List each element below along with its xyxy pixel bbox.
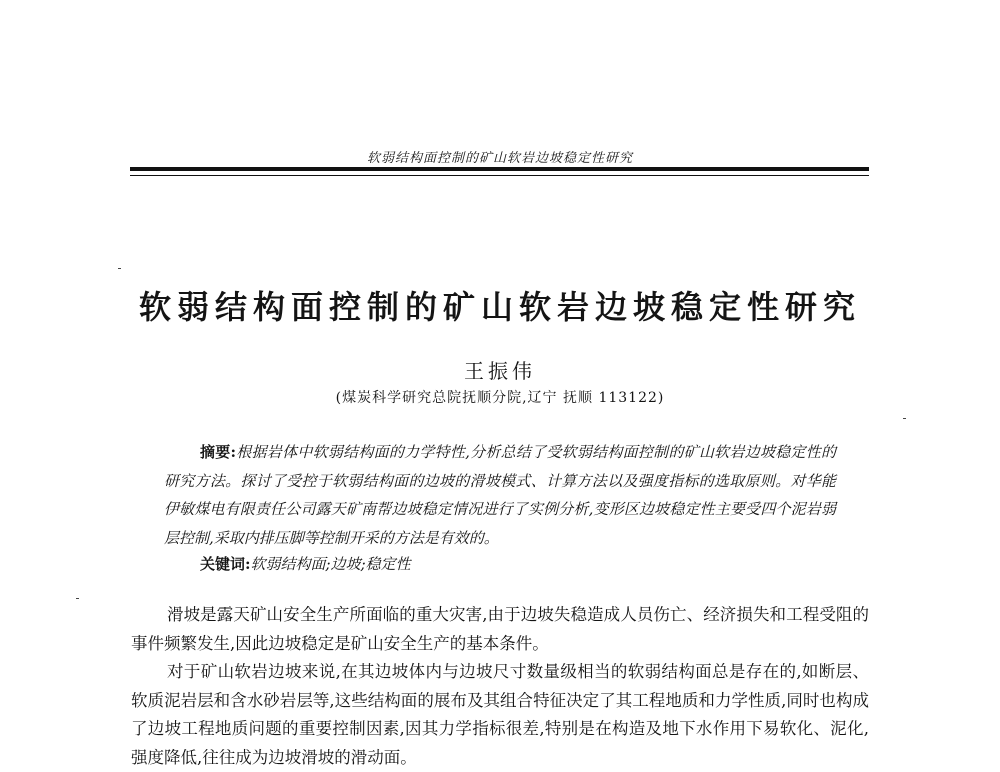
- header-rule-thin: [130, 175, 869, 176]
- keywords-text: 软弱结构面;边坡;稳定性: [250, 555, 411, 573]
- author-name: 王振伟: [464, 359, 536, 383]
- abstract-label: 摘要:: [200, 443, 237, 461]
- scan-speck: [903, 418, 906, 419]
- body-paragraph: 对于矿山软岩边坡来说,在其边坡体内与边坡尺寸数量级相当的软弱结构面总是存在的,如断层、软质泥岩层和含水砂岩层等,这些结构面的展布及其组合特征决定了其工程地质和力学性质,同时也构成了边坡工程地质问题的重要控制因素,因其力学指标很差,特别是在构造及地下水作用下易软化、泥化,强度降低,往往成为边坡滑坡的滑动面。: [131, 662, 869, 767]
- abstract-paragraph: [164, 438, 836, 552]
- keywords-label: 关键词:: [200, 555, 251, 573]
- author-affiliation: (煤炭科学研究总院抚顺分院,辽宁 抚顺 113122): [335, 390, 665, 406]
- abstract: [164, 438, 836, 552]
- scan-speck: [118, 268, 121, 269]
- keywords: [164, 553, 872, 574]
- running-header: 软弱结构面控制的矿山软岩边坡稳定性研究: [366, 151, 633, 166]
- body-paragraph: 滑坡是露天矿山安全生产所面临的重大灾害,由于边坡失稳造成人员伤亡、经济损失和工程受阻的事件频繁发生,因此边坡稳定是矿山安全生产的基本条件。: [131, 605, 869, 653]
- scan-speck: [76, 598, 79, 599]
- body-text: [131, 601, 869, 772]
- abstract-text: 根据岩体中软弱结构面的力学特性,分析总结了受软弱结构面控制的矿山软岩边坡稳定性的研究方法。探讨了受控于软弱结构面的边坡的滑坡模式、计算方法以及强度指标的选取原则。对华能伊敏煤电有限责任公司露天矿南帮边坡稳定情况进行了实例分析,变形区边坡稳定性主要受四个泥岩弱层控制,采取内排压脚等控制开采的方法是有效的。: [164, 443, 836, 547]
- paper-title: 软弱结构面控制的矿山软岩边坡稳定性研究: [138, 288, 861, 326]
- header-rule-thick: [130, 167, 869, 171]
